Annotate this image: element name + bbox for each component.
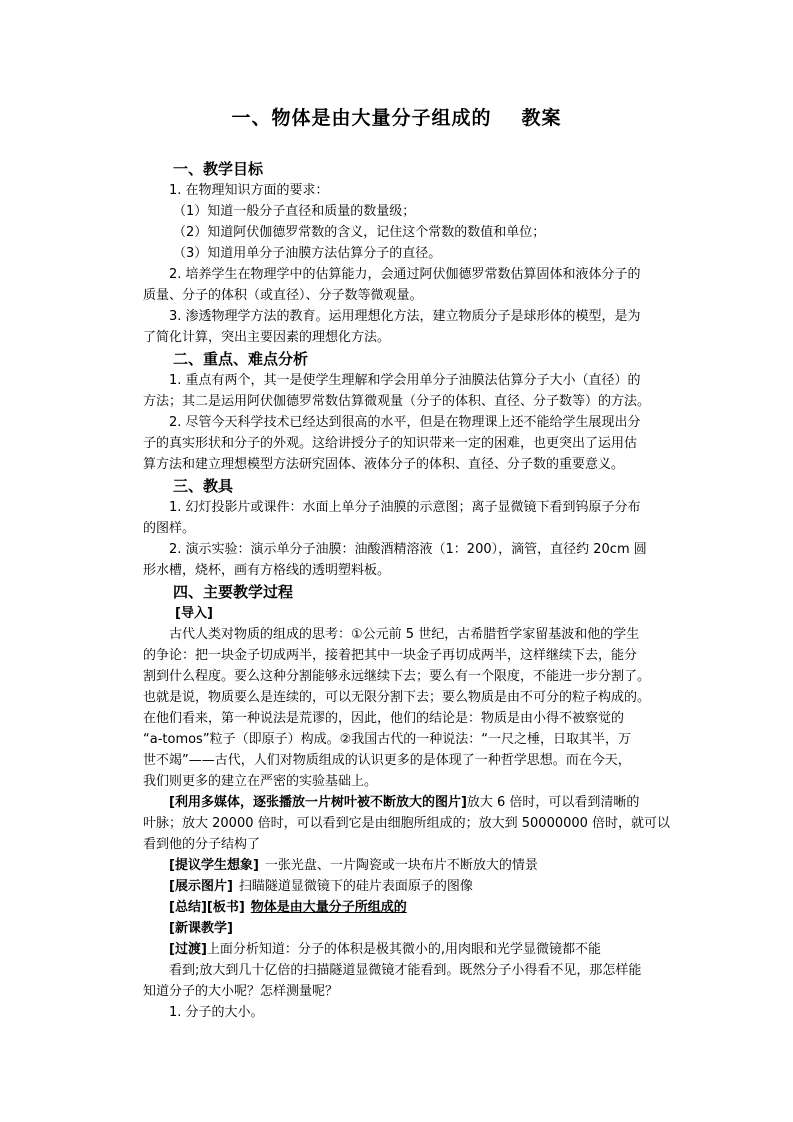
- subsection-heading-size: 1. 分子的大小。: [169, 1005, 264, 1020]
- paragraph-line: “a-tomos”粒子（即原子）构成。②我国古代的一种说法：“一尺之棰，日取其半，万: [143, 732, 631, 747]
- label-intro: [导入]: [175, 606, 213, 621]
- paragraph-line: 方法；其二是运用阿伏伽德罗常数估算微观量（分子的体积、直径、分子数等）的方法。: [143, 394, 651, 409]
- paragraph-line: 3. 渗透物理学方法的教育。运用理想化方法，建立物质分子是球形体的模型，是为: [169, 309, 641, 324]
- paragraph-line: 世不竭”——古代，人们对物质组成的认识更多的是体现了一种哲学思想。而在今天，: [143, 753, 631, 768]
- section-heading-process: 四、主要教学过程: [173, 583, 294, 601]
- label-show: [展示图片]: [169, 879, 233, 894]
- title-main: 一、物体是由大量分子组成的: [231, 107, 492, 129]
- document-body: [143, 158, 681, 1023]
- paragraph-line: 2. 尽管今天科学技术已经达到很高的水平，但是在物理课上还不能给学生展现出分: [169, 415, 641, 430]
- section-heading-key-points: 二、重点、难点分析: [173, 350, 309, 368]
- paragraph-line: （2）知道阿伏伽德罗常数的含义，记住这个常数的数值和单位；: [173, 225, 546, 240]
- document-title: [0, 103, 793, 130]
- paragraph-line: 看到他的分子结构了: [143, 837, 261, 852]
- paragraph-line: 在他们看来，第一种说法是荒谬的，因此，他们的结论是：物质是由小得不被察觉的: [143, 711, 625, 726]
- paragraph-line: 2. 演示实验：演示单分子油膜：油酸酒精溶液（1：200），滴管，直径约 20cm 圆: [169, 542, 647, 557]
- paragraph-line: [143, 939, 681, 960]
- paragraph-line: [143, 792, 681, 813]
- transition-text: 上面分析知道：分子的体积是极其微小的,用肉眼和光学显微镜都不能: [206, 942, 602, 957]
- summary-text: 物体是由大量分子所组成的: [250, 900, 407, 915]
- show-text: 扫瞄隧道显微镜下的硅片表面原子的图像: [238, 879, 473, 894]
- paragraph-line: 割到什么程度。要么这种分割能够永远继续下去；要么有一个限度，不能进一步分割了。: [143, 669, 651, 684]
- label-transition: [过渡]: [169, 942, 207, 957]
- label-summary: [总结][板书]: [169, 900, 245, 915]
- paragraph-line: 1. 重点有两个，其一是使学生理解和学会用单分子油膜法估算分子大小（直径）的: [169, 373, 641, 388]
- media-text: 放大 6 倍时，可以看到清晰的: [466, 795, 640, 810]
- title-suffix: 教案: [521, 107, 562, 129]
- label-new-lesson: [新课教学]: [169, 921, 233, 936]
- paragraph-line: 了简化计算，突出主要因素的理想化方法。: [143, 330, 391, 345]
- paragraph-line: [143, 876, 681, 897]
- label-media: [利用多媒体，逐张播放一片树叶被不断放大的图片]: [169, 795, 467, 810]
- imagine-text: 一张光盘、一片陶瓷或一块布片不断放大的情景: [264, 858, 538, 873]
- label-imagine: [提议学生想象]: [169, 858, 259, 873]
- paragraph-line: 的图样。: [143, 521, 196, 536]
- paragraph-line: （3）知道用单分子油膜方法估算分子的直径。: [173, 246, 442, 261]
- paragraph-line: 也就是说，物质要么是连续的，可以无限分割下去；要么物质是由不可分的粒子构成的。: [143, 690, 651, 705]
- paragraph-line: [143, 855, 681, 876]
- paragraph-line: 算方法和建立理想模型方法研究固体、液体分子的体积、直径、分子数的重要意义。: [143, 457, 625, 472]
- section-heading-goals: 一、教学目标: [173, 160, 264, 178]
- section-heading-tools: 三、教具: [173, 477, 234, 495]
- paragraph-line: 质量、分子的体积（或直径）、分子数等微观量。: [143, 288, 423, 303]
- paragraph-line: 看到;放大到几十亿倍的扫描隧道显微镜才能看到。既然分子小得看不见，那怎样能: [169, 963, 642, 978]
- paragraph-line: （1）知道一般分子直径和质量的数量级；: [173, 204, 416, 219]
- paragraph-line: 1. 在物理知识方面的要求：: [169, 183, 329, 198]
- paragraph-line: 形水槽，烧杯，画有方格线的透明塑料板。: [143, 563, 391, 578]
- paragraph-line: 知道分子的大小呢？怎样测量呢？: [143, 984, 339, 999]
- paragraph-line: 1. 幻灯投影片或课件：水面上单分子油膜的示意图；离子显微镜下看到钨原子分布: [169, 500, 641, 515]
- paragraph-line: [143, 897, 681, 918]
- paragraph-line: 我们则更多的建立在严密的实验基础上。: [143, 774, 378, 789]
- paragraph-line: 叶脉；放大 20000 倍时，可以看到它是由细胞所组成的；放大到 50000000 倍时，就可以: [143, 816, 671, 831]
- paragraph-line: 的争论：把一块金子切成两半，接着把其中一块金子再切成两半，这样继续下去，能分: [143, 648, 638, 663]
- paragraph-line: 子的真实形状和分子的外观。这给讲授分子的知识带来一定的困难，也更突出了运用估: [143, 436, 638, 451]
- paragraph-line: 2. 培养学生在物理学中的估算能力，会通过阿伏伽德罗常数估算固体和液体分子的: [169, 267, 641, 282]
- paragraph-line: 古代人类对物质的组成的思考：①公元前 5 世纪，古希腊哲学家留基波和他的学生: [169, 627, 640, 642]
